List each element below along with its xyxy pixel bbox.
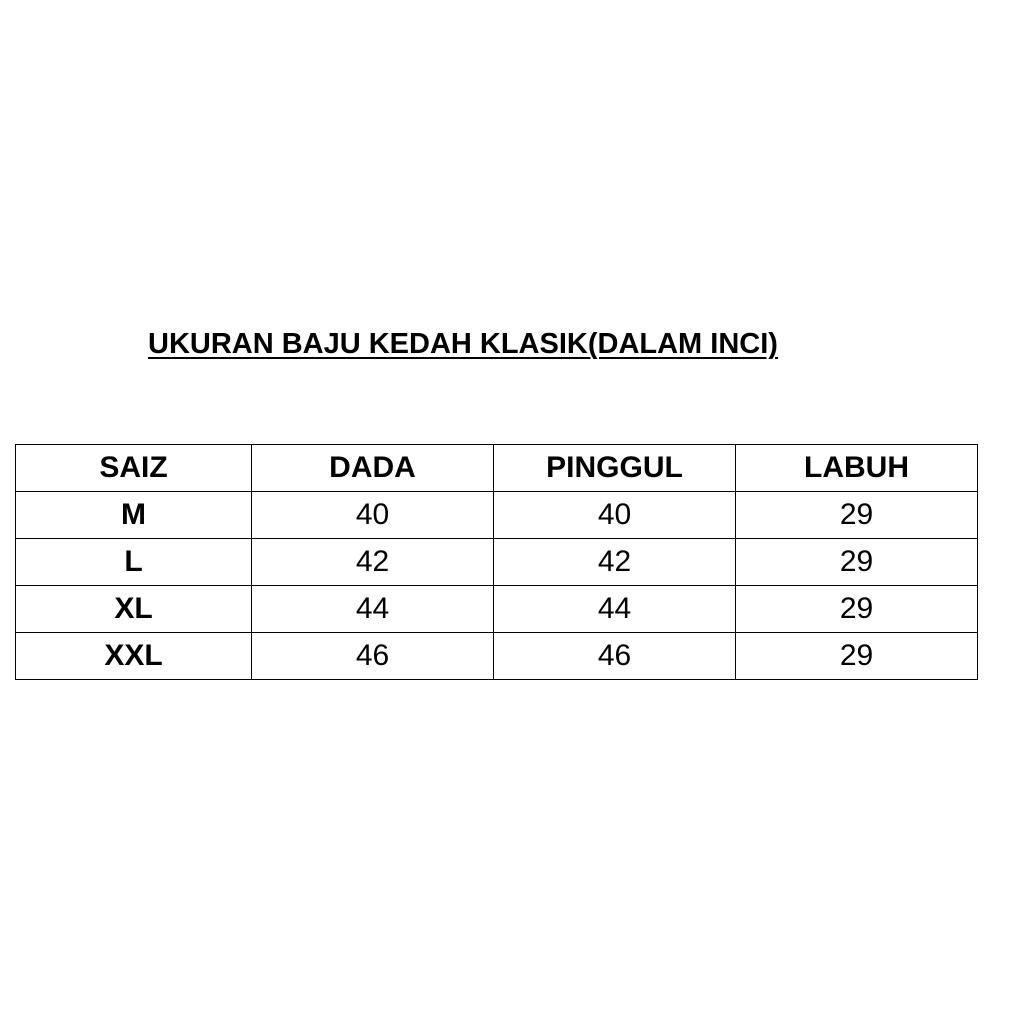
labuh-value: 29 [736,492,978,539]
pinggul-value: 44 [494,586,736,633]
table-row [16,586,978,633]
dada-value: 42 [252,539,494,586]
dada-value: 46 [252,633,494,680]
size-label: M [16,492,252,539]
size-chart-table [15,444,978,680]
dada-value: 40 [252,492,494,539]
table-row [16,492,978,539]
labuh-value: 29 [736,586,978,633]
pinggul-value: 40 [494,492,736,539]
header-saiz: SAIZ [16,445,252,492]
labuh-value: 29 [736,633,978,680]
table-row [16,539,978,586]
labuh-value: 29 [736,539,978,586]
header-pinggul: PINGGUL [494,445,736,492]
size-label: XXL [16,633,252,680]
header-labuh: LABUH [736,445,978,492]
table-header-row [16,445,978,492]
dada-value: 44 [252,586,494,633]
pinggul-value: 42 [494,539,736,586]
header-dada: DADA [252,445,494,492]
size-label: L [16,539,252,586]
table-row [16,633,978,680]
size-label: XL [16,586,252,633]
document-title: UKURAN BAJU KEDAH KLASIK(DALAM INCI) [148,328,778,360]
pinggul-value: 46 [494,633,736,680]
